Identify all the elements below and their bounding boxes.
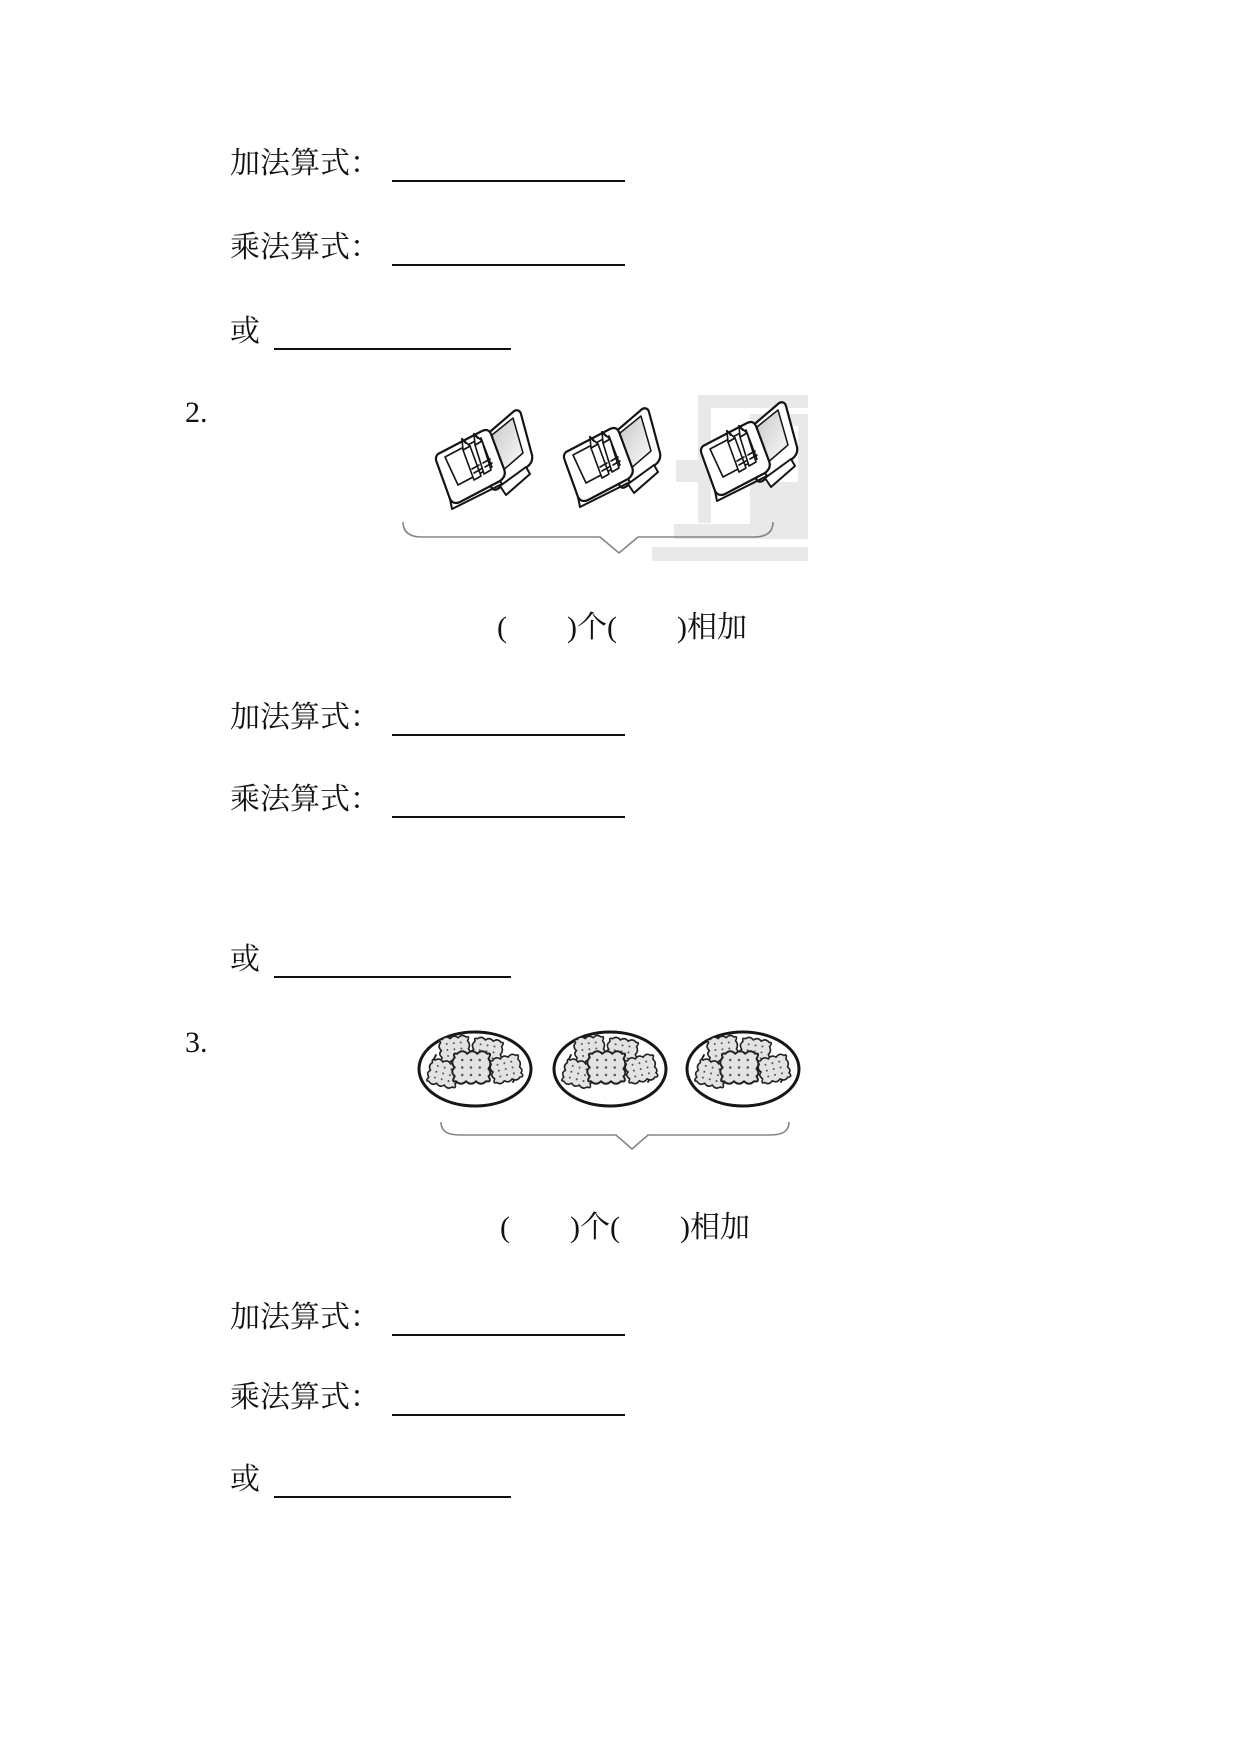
question-2-number: 2. bbox=[185, 396, 208, 429]
or-label: 或 bbox=[230, 315, 260, 348]
q1-addition-row bbox=[230, 146, 625, 184]
addition-equation-label: 加法算式： bbox=[230, 701, 380, 734]
q2-count-line: ( )个( )相加 bbox=[497, 611, 747, 644]
or-answer-blank bbox=[274, 944, 511, 978]
pencil-case-image bbox=[560, 404, 670, 516]
or-label: 或 bbox=[230, 943, 260, 976]
multiplication-equation-label: 乘法算式： bbox=[230, 231, 380, 264]
q3-addition-row bbox=[230, 1300, 625, 1338]
plate-of-crackers-image bbox=[415, 1028, 535, 1110]
q3-count-line: ( )个( )相加 bbox=[500, 1211, 750, 1244]
or-answer-blank bbox=[274, 316, 511, 350]
multiplication-answer-blank bbox=[392, 232, 625, 266]
addition-answer-blank bbox=[392, 702, 625, 736]
pencil-case-image bbox=[432, 406, 542, 518]
multiplication-equation-label: 乘法算式： bbox=[230, 1381, 380, 1414]
q2-or-row bbox=[230, 942, 511, 980]
grouping-brace bbox=[440, 1121, 790, 1151]
addition-answer-blank bbox=[392, 1302, 625, 1336]
q2-multiplication-row bbox=[230, 782, 625, 820]
pencil-case-image bbox=[697, 398, 807, 510]
question-3-number: 3. bbox=[185, 1026, 208, 1059]
addition-equation-label: 加法算式： bbox=[230, 147, 380, 180]
addition-equation-label: 加法算式： bbox=[230, 1301, 380, 1334]
or-label: 或 bbox=[230, 1463, 260, 1496]
or-answer-blank bbox=[274, 1464, 511, 1498]
multiplication-answer-blank bbox=[392, 784, 625, 818]
q1-or-row bbox=[230, 314, 511, 352]
plate-of-crackers-image bbox=[683, 1028, 803, 1110]
q1-multiplication-row bbox=[230, 230, 625, 268]
plate-of-crackers-image bbox=[550, 1028, 670, 1110]
q3-multiplication-row bbox=[230, 1380, 625, 1418]
multiplication-answer-blank bbox=[392, 1382, 625, 1416]
multiplication-equation-label: 乘法算式： bbox=[230, 783, 380, 816]
grouping-brace bbox=[402, 521, 774, 555]
addition-answer-blank bbox=[392, 148, 625, 182]
q3-or-row bbox=[230, 1462, 511, 1500]
q2-addition-row bbox=[230, 700, 625, 738]
